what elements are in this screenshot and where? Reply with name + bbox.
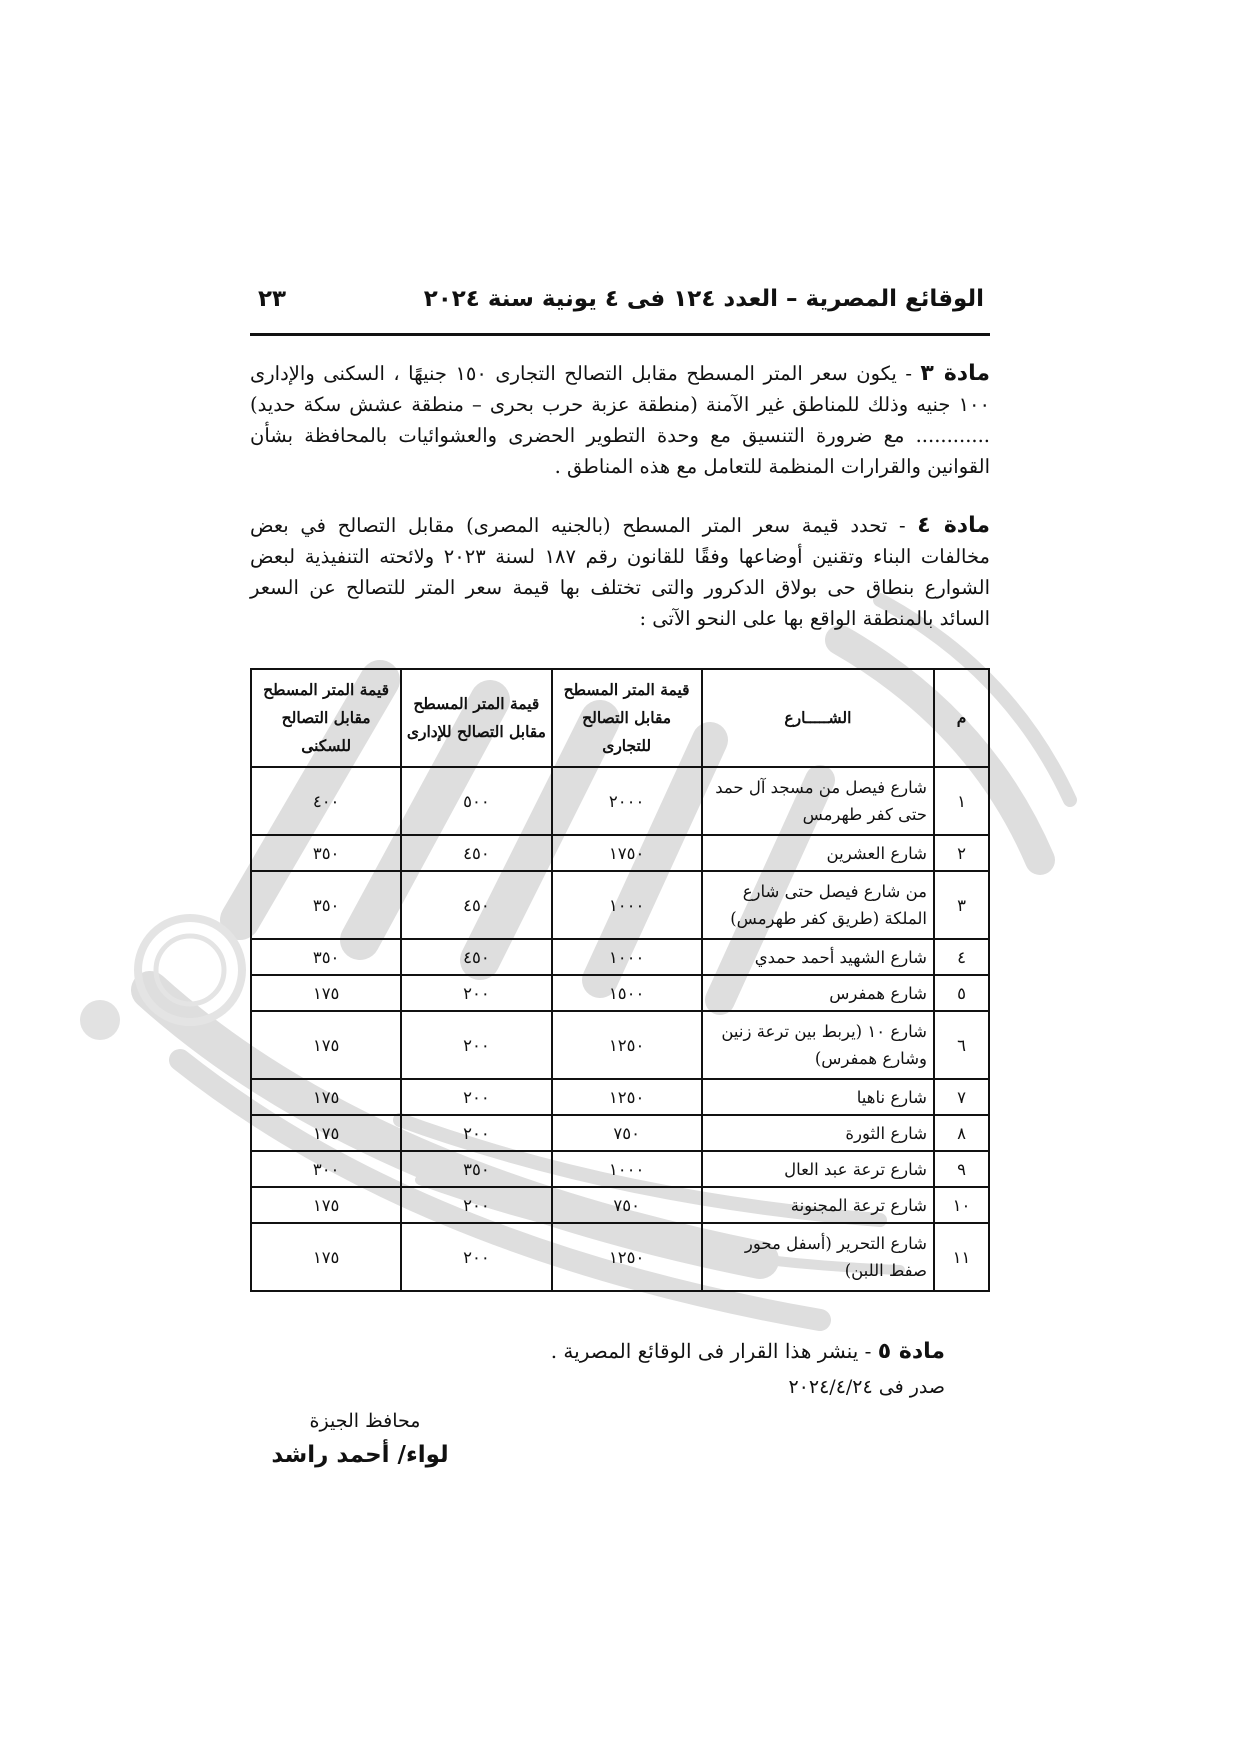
- row-residential-price: ١٧٥: [251, 1223, 401, 1291]
- row-commercial-price: ٧٥٠: [552, 1115, 702, 1151]
- row-administrative-price: ٢٠٠: [401, 1187, 551, 1223]
- row-administrative-price: ٥٠٠: [401, 767, 551, 835]
- row-commercial-price: ١٧٥٠: [552, 835, 702, 871]
- row-street: من شارع فيصل حتى شارع الملكة (طريق كفر طهرمس): [702, 871, 934, 939]
- row-street: شارع الثورة: [702, 1115, 934, 1151]
- article-4-label: مادة ٤: [917, 513, 990, 538]
- row-administrative-price: ٢٠٠: [401, 1079, 551, 1115]
- table-row: [251, 835, 989, 871]
- row-street: شارع ترعة عبد العال: [702, 1151, 934, 1187]
- row-number: ٩: [934, 1151, 989, 1187]
- row-street: شارع العشرين: [702, 835, 934, 871]
- row-residential-price: ٤٠٠: [251, 767, 401, 835]
- col-header-num: م: [934, 669, 989, 767]
- table-row: [251, 1079, 989, 1115]
- row-street: شارع التحرير (أسفل محور صفط اللبن): [702, 1223, 934, 1291]
- row-administrative-price: ٢٠٠: [401, 975, 551, 1011]
- issue-date: صدر فى ٢٠٢٤/٤/٢٤: [788, 1376, 945, 1398]
- table-row: [251, 975, 989, 1011]
- article-4: [250, 510, 990, 634]
- row-street: شارع ناهيا: [702, 1079, 934, 1115]
- row-commercial-price: ١٠٠٠: [552, 1151, 702, 1187]
- row-number: ٢: [934, 835, 989, 871]
- row-administrative-price: ٤٥٠: [401, 871, 551, 939]
- row-commercial-price: ١٢٥٠: [552, 1223, 702, 1291]
- col-header-administrative: قيمة المتر المسطح مقابل التصالح للإدارى: [401, 669, 551, 767]
- row-administrative-price: ٤٥٠: [401, 939, 551, 975]
- street-price-table: [250, 668, 990, 1292]
- row-street: شارع الشهيد أحمد حمدي: [702, 939, 934, 975]
- row-administrative-price: ٢٠٠: [401, 1115, 551, 1151]
- row-residential-price: ٣٥٠: [251, 871, 401, 939]
- row-residential-price: ٣٠٠: [251, 1151, 401, 1187]
- article-5: [250, 1336, 945, 1367]
- table-row: [251, 871, 989, 939]
- row-number: ٧: [934, 1079, 989, 1115]
- row-residential-price: ٣٥٠: [251, 939, 401, 975]
- table-row: [251, 767, 989, 835]
- table-body: [251, 767, 989, 1291]
- row-residential-price: ١٧٥: [251, 1115, 401, 1151]
- row-commercial-price: ٢٠٠٠: [552, 767, 702, 835]
- page-number: ٢٣: [258, 286, 287, 312]
- row-residential-price: ١٧٥: [251, 975, 401, 1011]
- article-4-text: - تحدد قيمة سعر المتر المسطح (بالجنيه المصرى) مقابل التصالح في بعض مخالفات البناء وتقنين أوضاعها وفقًا للقانون رقم ١٨٧ لسنة ٢٠٢٣ ولائحته التنفيذية لبعض الشوارع بنطاق حى بولاق الدكرور والتى تختلف بها قيمة سعر المتر للتصالح عن السعر السائد بالمنطقة الواقع بها على النحو الآتى :: [250, 514, 990, 630]
- row-street: شارع ١٠ (يربط بين ترعة زنين وشارع همفرس): [702, 1011, 934, 1079]
- row-commercial-price: ٧٥٠: [552, 1187, 702, 1223]
- table-header-row: [251, 669, 989, 767]
- col-header-commercial: قيمة المتر المسطح مقابل التصالح للتجارى: [552, 669, 702, 767]
- row-commercial-price: ١٢٥٠: [552, 1011, 702, 1079]
- signature-name: لواء/ أحمد راشد: [271, 1442, 449, 1468]
- page-header: [250, 282, 990, 322]
- row-administrative-price: ٤٥٠: [401, 835, 551, 871]
- signature-title: محافظ الجيزة: [309, 1410, 421, 1432]
- table-row: [251, 1011, 989, 1079]
- row-number: ٣: [934, 871, 989, 939]
- article-3-label: مادة ٣: [920, 361, 990, 386]
- row-number: ٤: [934, 939, 989, 975]
- row-number: ١١: [934, 1223, 989, 1291]
- row-street: شارع همفرس: [702, 975, 934, 1011]
- table-row: [251, 1187, 989, 1223]
- table-row: [251, 939, 989, 975]
- row-number: ٥: [934, 975, 989, 1011]
- row-administrative-price: ٢٠٠: [401, 1223, 551, 1291]
- row-commercial-price: ١٥٠٠: [552, 975, 702, 1011]
- article-3: [250, 358, 990, 482]
- row-number: ٦: [934, 1011, 989, 1079]
- table-row: [251, 1151, 989, 1187]
- row-number: ٨: [934, 1115, 989, 1151]
- header-divider: [250, 333, 990, 336]
- article-5-text: - ينشر هذا القرار فى الوقائع المصرية .: [550, 1339, 878, 1363]
- row-number: ١: [934, 767, 989, 835]
- row-administrative-price: ٢٠٠: [401, 1011, 551, 1079]
- table-row: [251, 1223, 989, 1291]
- row-street: شارع ترعة المجنونة: [702, 1187, 934, 1223]
- row-residential-price: ٣٥٠: [251, 835, 401, 871]
- row-residential-price: ١٧٥: [251, 1187, 401, 1223]
- row-street: شارع فيصل من مسجد آل حمد حتى كفر طهرمس: [702, 767, 934, 835]
- row-number: ١٠: [934, 1187, 989, 1223]
- col-header-street: الشـــــارع: [702, 669, 934, 767]
- article-5-label: مادة ٥: [877, 1339, 945, 1364]
- row-commercial-price: ١٠٠٠: [552, 871, 702, 939]
- row-commercial-price: ١٢٥٠: [552, 1079, 702, 1115]
- row-residential-price: ١٧٥: [251, 1011, 401, 1079]
- row-administrative-price: ٣٥٠: [401, 1151, 551, 1187]
- article-3-text: - يكون سعر المتر المسطح مقابل التصالح التجارى ١٥٠ جنيهًا ، السكنى والإدارى ١٠٠ جنيه وذلك للمناطق غير الآمنة (منطقة عزبة حرب بحرى – منطقة عشش سكة حديد) ............ مع ضرورة التنسيق مع وحدة التطوير الحضرى والعشوائيات بالمحافظة بشأن القوانين والقرارات المنظمة للتعامل مع هذه المناطق .: [250, 362, 990, 478]
- col-header-residential: قيمة المتر المسطح مقابل التصالح للسكنى: [251, 669, 401, 767]
- table-row: [251, 1115, 989, 1151]
- row-commercial-price: ١٠٠٠: [552, 939, 702, 975]
- gazette-title: الوقائع المصرية – العدد ١٢٤ فى ٤ يونية سنة ٢٠٢٤: [423, 286, 984, 312]
- row-residential-price: ١٧٥: [251, 1079, 401, 1115]
